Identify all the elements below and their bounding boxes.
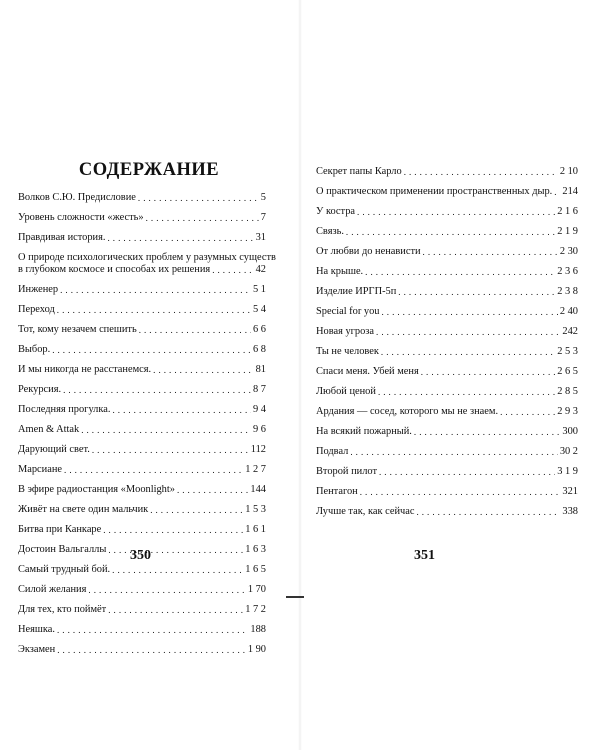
dot-leader (360, 486, 561, 498)
toc-entry-page: 7 (260, 212, 266, 223)
toc-entry-page: 30 2 (559, 446, 578, 457)
dot-leader (350, 446, 557, 458)
toc-entry (18, 204, 266, 224)
dot-leader (404, 166, 558, 178)
left-page (0, 0, 298, 750)
toc-entry (316, 218, 578, 238)
toc-entry-page: 2 1 9 (557, 226, 578, 237)
toc-entry-title: Второй пилот (316, 466, 377, 477)
dot-leader (381, 346, 555, 358)
toc-entry-title: От любви до ненависти (316, 246, 421, 257)
toc-entry-title: На всякий пожарный. (316, 426, 412, 437)
toc-entry-title: Марсиане (18, 464, 63, 475)
dot-leader (107, 232, 253, 244)
dot-leader (416, 506, 560, 518)
dot-leader (554, 186, 560, 198)
toc-entry (18, 184, 266, 204)
toc-entry-title: Спаси меня. Убей меня (316, 366, 419, 377)
toc-entry-page: 5 (260, 192, 266, 203)
toc-entry-title: Выбор. (18, 344, 51, 355)
toc-entry (18, 276, 266, 296)
dot-leader (346, 226, 555, 238)
dot-leader (92, 444, 249, 456)
toc-entry-page: 242 (562, 326, 578, 337)
toc-entry-title: В эфире радиостанция «Moonlight» (18, 484, 175, 495)
toc-entry-page: 1 6 5 (245, 564, 266, 575)
toc-entry-page: 1 70 (247, 584, 266, 595)
toc-entry-title: Рекурсия. (18, 384, 62, 395)
toc-entry (316, 398, 578, 418)
dot-leader (57, 624, 248, 636)
toc-entry-page: 81 (255, 364, 266, 375)
toc-entry (18, 376, 266, 396)
toc-entry (316, 258, 578, 278)
toc-entry (18, 616, 266, 636)
dot-leader (57, 304, 251, 316)
dot-leader (63, 384, 251, 396)
dot-leader (57, 644, 246, 656)
toc-entry-title: Инженер (18, 284, 59, 295)
dot-leader (108, 604, 243, 616)
toc-entry-page: 6 8 (253, 344, 266, 355)
toc-entry-title: Amen & Attak (18, 424, 80, 435)
dot-leader (81, 424, 251, 436)
dot-leader (88, 584, 245, 596)
toc-entry (18, 296, 266, 316)
toc-entry-page: 42 (255, 264, 266, 275)
toc-entry (18, 496, 266, 516)
toc-entry-title: Изделие ИРГП-5п (316, 286, 397, 297)
toc-entry-title: Переход (18, 304, 55, 315)
toc-entry (316, 278, 578, 298)
toc-entry-title: Special for you (316, 306, 380, 317)
right-page (302, 0, 600, 750)
toc-entry-title: Живёт на свете один мальчик (18, 504, 149, 515)
dot-leader (398, 286, 555, 298)
dot-leader (376, 326, 560, 338)
toc-entry-page: 6 6 (253, 324, 266, 335)
toc-entry-title: Связь. (316, 226, 344, 237)
toc-entry-page: 1 7 2 (245, 604, 266, 615)
toc-entry (316, 378, 578, 398)
toc-entry (18, 356, 266, 376)
dot-leader (414, 426, 561, 438)
toc-entry (316, 238, 578, 258)
toc-entry-title: Лучше так, как сейчас (316, 506, 415, 517)
dot-leader (146, 212, 259, 224)
toc-entry-page: 2 30 (559, 246, 578, 257)
toc-entry-title: Последняя прогулка. (18, 404, 111, 415)
dot-leader (153, 364, 253, 376)
toc-entry-page: 300 (562, 426, 578, 437)
dot-leader (365, 266, 555, 278)
toc-entry-page: 144 (250, 484, 266, 495)
toc-entry-title: Битва при Канкаре (18, 524, 102, 535)
toc-entry (316, 158, 578, 178)
dot-leader (103, 524, 243, 536)
toc-entry (18, 336, 266, 356)
dot-leader (112, 564, 243, 576)
toc-entry (18, 224, 266, 244)
toc-entry (316, 358, 578, 378)
toc-entry-title: Неяшка. (18, 624, 55, 635)
toc-entry-page: 2 10 (559, 166, 578, 177)
toc-entry-page: 112 (250, 444, 266, 455)
toc-entry (18, 596, 266, 616)
toc-entry (316, 498, 578, 518)
dot-leader (64, 464, 243, 476)
toc-entry (18, 416, 266, 436)
toc-entry-page: 5 1 (253, 284, 266, 295)
toc-entry (18, 576, 266, 596)
toc-entry-title: Достоин Вальгаллы (18, 544, 107, 555)
toc-entry (18, 636, 266, 656)
toc-entry (18, 516, 266, 536)
toc-entry (18, 436, 266, 456)
toc-entry (316, 438, 578, 458)
toc-entry (18, 316, 266, 336)
toc-entry (316, 458, 578, 478)
dot-leader (150, 504, 243, 516)
toc-entry-title: Ты не человек (316, 346, 379, 357)
toc-entry-page: 1 6 3 (245, 544, 266, 555)
dot-leader (52, 344, 251, 356)
toc-entry (18, 244, 276, 276)
toc-entry-page: 2 40 (559, 306, 578, 317)
dot-leader (108, 544, 243, 556)
toc-entry-title: Тот, кому незачем спешить (18, 324, 137, 335)
toc-entry-title: У костра (316, 206, 356, 217)
dot-leader (378, 386, 555, 398)
toc-entry-title: Секрет папы Карло (316, 166, 402, 177)
dot-leader (177, 484, 248, 496)
toc-list-left (18, 184, 276, 656)
toc-entry-title: Пентагон (316, 486, 358, 497)
toc-entry (18, 476, 266, 496)
toc-entry-page: 2 8 5 (557, 386, 578, 397)
dot-leader (139, 324, 251, 336)
toc-entry (316, 318, 578, 338)
page-number-right: 351 (414, 548, 435, 563)
toc-entry-page: 2 3 8 (557, 286, 578, 297)
toc-entry-title: О практическом применении пространственных дыр. (316, 186, 553, 197)
toc-entry-page: 2 1 6 (557, 206, 578, 217)
toc-entry-title: Уровень сложности «жесть» (18, 212, 144, 223)
dot-leader (500, 406, 555, 418)
toc-entry-page: 3 1 9 (557, 466, 578, 477)
dot-leader (357, 206, 555, 218)
toc-entry-page: 8 7 (253, 384, 266, 395)
toc-entry-title: Для тех, кто поймёт (18, 604, 107, 615)
toc-entry-page: 1 90 (247, 644, 266, 655)
toc-entry-page: 338 (562, 506, 578, 517)
toc-entry-line2 (18, 264, 266, 276)
toc-entry-title-line2: в глубоком космосе и способах их решения (18, 264, 211, 275)
toc-entry-title: Самый трудный бой. (18, 564, 111, 575)
toc-entry-page: 2 3 6 (557, 266, 578, 277)
dot-leader (379, 466, 555, 478)
toc-entry-title: На крыше. (316, 266, 364, 277)
page-title: СОДЕРЖАНИЕ (78, 160, 220, 180)
toc-entry-title: Экзамен (18, 644, 56, 655)
dot-leader (112, 404, 251, 416)
toc-entry-title: Любой ценой (316, 386, 376, 397)
toc-entry-page: 2 9 3 (557, 406, 578, 417)
toc-entry-page: 31 (255, 232, 266, 243)
dot-leader (138, 192, 259, 204)
toc-entry-title-line1: О природе психологических проблем у разумных существ (18, 252, 276, 263)
page-number-left: 350 (130, 548, 151, 563)
toc-entry-page: 321 (562, 486, 578, 497)
toc-entry (316, 338, 578, 358)
toc-entry-page: 9 4 (253, 404, 266, 415)
dot-leader (423, 246, 558, 258)
toc-entry (316, 198, 578, 218)
dot-leader (212, 264, 253, 276)
toc-entry (18, 456, 266, 476)
toc-entry (316, 478, 578, 498)
toc-entry-page: 5 4 (253, 304, 266, 315)
toc-entry-title: Дарующий свет. (18, 444, 90, 455)
toc-entry-page: 214 (562, 186, 578, 197)
toc-entry-title: Волков С.Ю. Предисловие (18, 192, 136, 203)
toc-entry-title: Подвал (316, 446, 349, 457)
toc-entry-page: 1 6 1 (245, 524, 266, 535)
toc-entry-page: 2 6 5 (557, 366, 578, 377)
toc-entry-page: 9 6 (253, 424, 266, 435)
toc-entry-title: Новая угроза (316, 326, 375, 337)
toc-entry-title: Силой желания (18, 584, 87, 595)
toc-entry (18, 396, 266, 416)
toc-entry-title: Правдивая история. (18, 232, 106, 243)
toc-entry (316, 418, 578, 438)
dot-leader (421, 366, 555, 378)
toc-entry (316, 298, 578, 318)
dot-leader (60, 284, 251, 296)
toc-entry-page: 2 5 3 (557, 346, 578, 357)
toc-entry (316, 178, 578, 198)
toc-entry-page: 188 (250, 624, 266, 635)
toc-entry-title: И мы никогда не расстанемся. (18, 364, 152, 375)
toc-entry-page: 1 5 3 (245, 504, 266, 515)
toc-list-right (316, 158, 578, 518)
dot-leader (381, 306, 557, 318)
toc-entry-page: 1 2 7 (245, 464, 266, 475)
toc-entry-title: Ардания — сосед, которого мы не знаем. (316, 406, 499, 417)
